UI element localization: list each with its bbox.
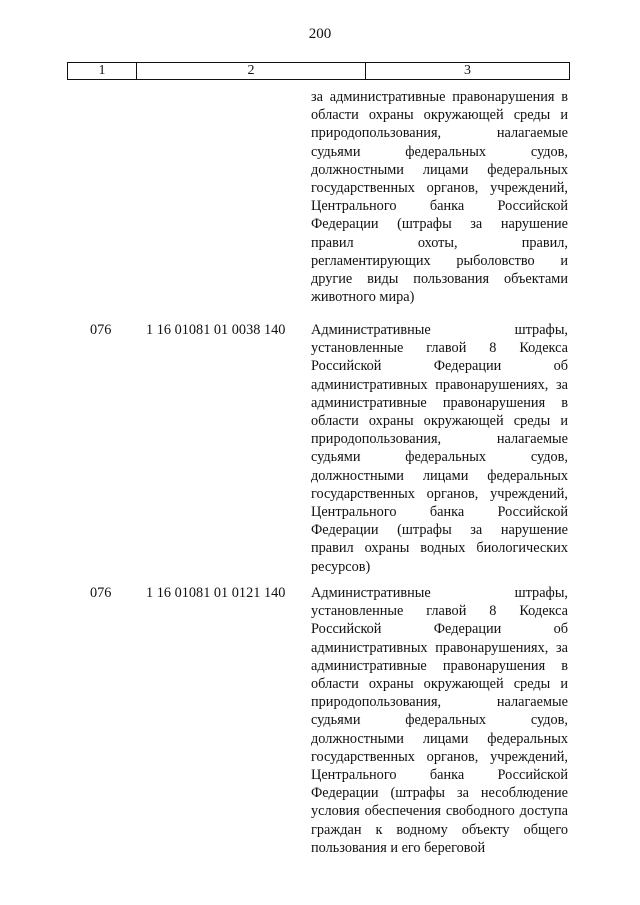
admin-code: 076 [90,585,112,601]
budget-classification-code: 1 16 01081 01 0038 140 [146,322,286,338]
continued-description: за административные правонарушения в области охраны окружающей среды и природопользования, налагаемые судьями федеральных судов, должностными лицами федеральных государственных органов, учреждений, Центрального банка Российской Федерации (штрафы за нарушение правил охоты, правил, регламентирующих рыболовство и другие виды пользования объектами животного мира) [311,89,568,306]
header-col-2: 2 [137,63,366,79]
table-header [67,62,570,80]
budget-classification-code: 1 16 01081 01 0121 140 [146,585,286,601]
revenue-description: Административные штрафы, установленные главой 8 Кодекса Российской Федерации об административных правонарушениях, за административные правонарушения в области охраны окружающей среды и природопользования, налагаемые судьями федеральных судов, должностными лицами федеральных государственных органов, учреждений, Центрального банка Российской Федерации (штрафы за нарушение правил охраны водных биологических ресурсов) [311,322,568,575]
header-col-3: 3 [464,63,471,78]
page-number: 200 [308,26,332,42]
header-col-1: 1 [68,63,137,79]
revenue-description: Административные штрафы, установленные главой 8 Кодекса Российской Федерации об административных правонарушениях, за административные правонарушения в области охраны окружающей среды и природопользования, налагаемые судьями федеральных судов, должностными лицами федеральных государственных органов, учреждений, Центрального банка Российской Федерации (штрафы за несоблюдение условия обеспечения свободного доступа граждан к водному объекту общего пользования и его береговой [311,585,568,856]
admin-code: 076 [90,322,112,338]
